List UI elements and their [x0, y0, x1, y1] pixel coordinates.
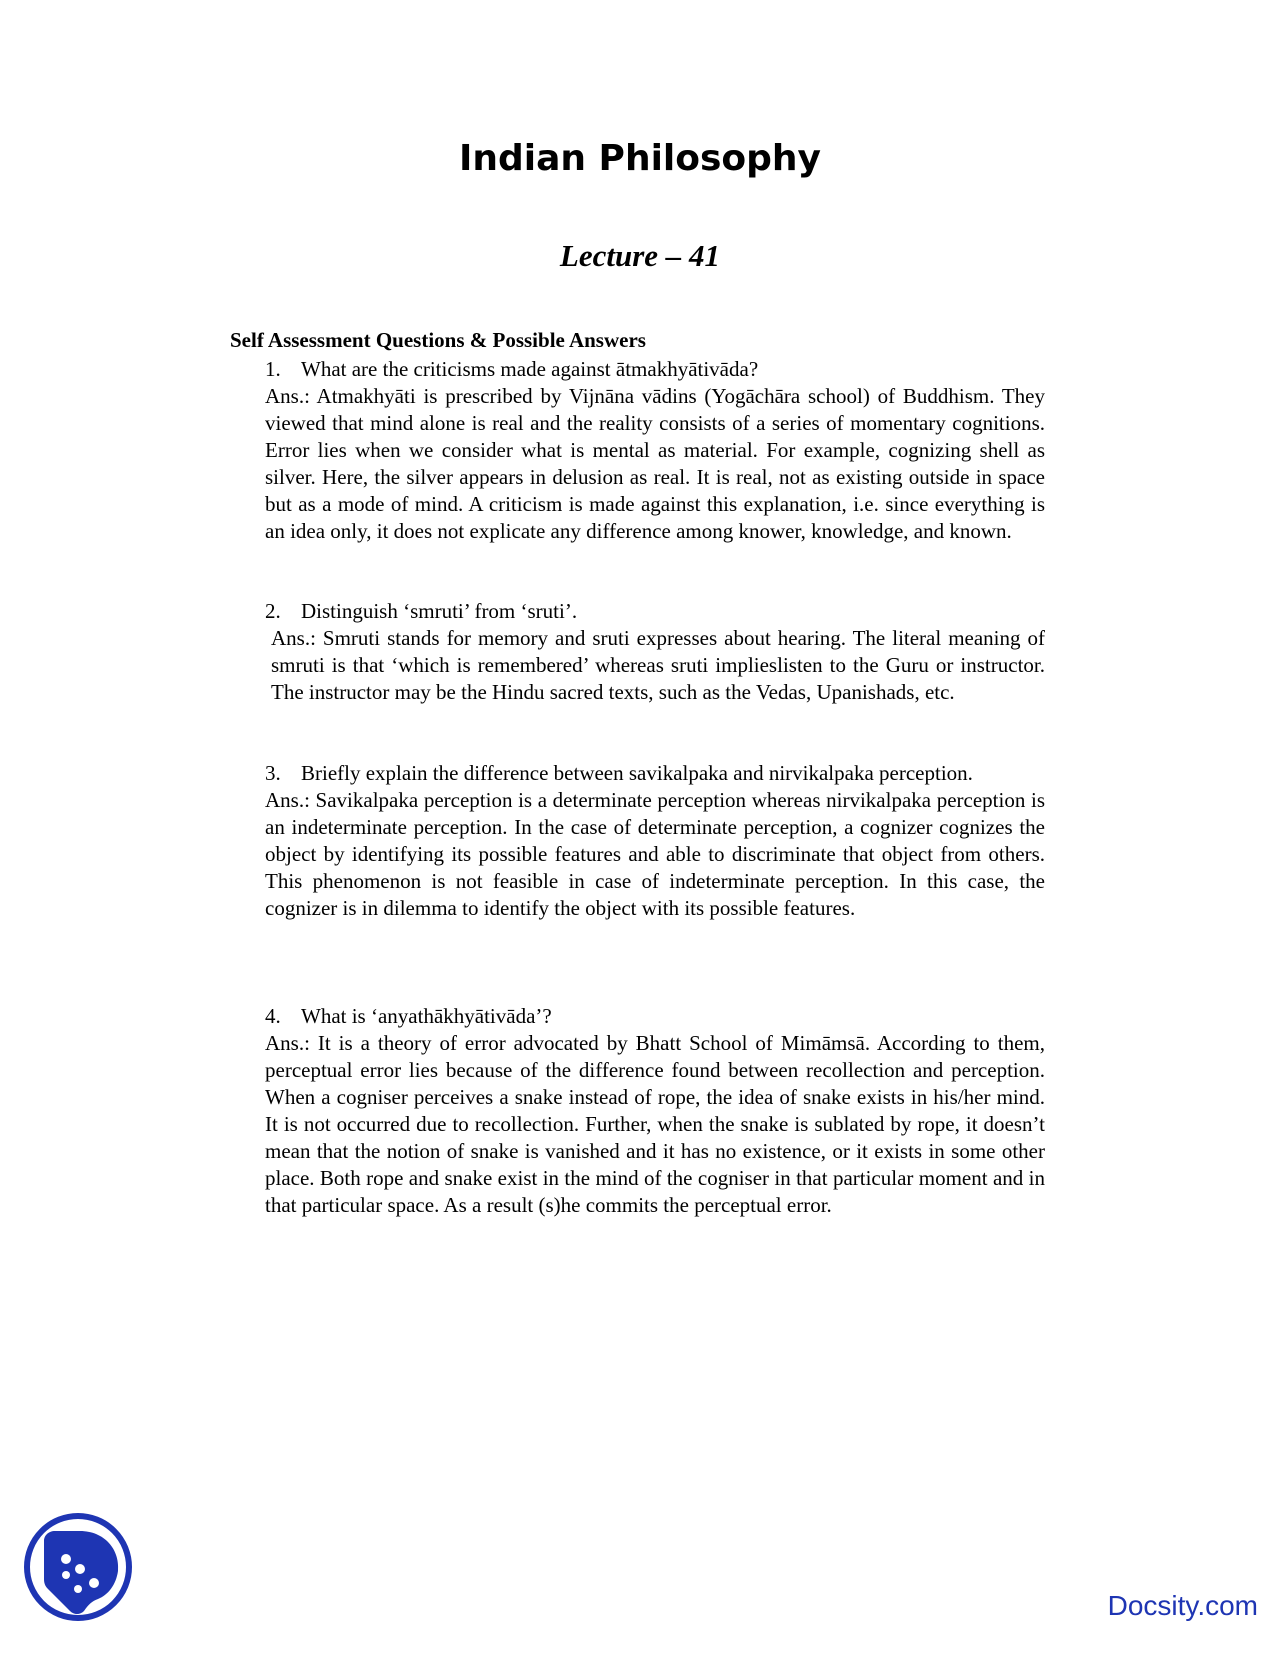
section-heading: Self Assessment Questions & Possible Answers — [230, 328, 646, 352]
qa-item-4 — [265, 1003, 1045, 1219]
question — [265, 1003, 1045, 1030]
question-text: What are the criticisms made against ātmakhyātivāda? — [301, 357, 759, 381]
page-title: Indian Philosophy — [458, 138, 822, 179]
question-text: What is ‘anyathākhyātivāda’? — [301, 1004, 552, 1028]
question-text: Distinguish ‘smruti’ from ‘sruti’. — [301, 599, 578, 623]
qa-item-2 — [265, 598, 1045, 706]
answer-text: Ans.: Atmakhyāti is prescribed by Vijnāna vādins (Yogāchāra school) of Buddhism. They viewed that mind alone is real and the reality consists of a series of momentary cognitions. Error lies when we consider what is mental as material. For example, cognizing shell as silver. Here, the silver appears in delusion as real. It is real, not as existing outside in space but as a mode of mind. A criticism is made against this explanation, i.e. since everything is an idea only, it does not explicate any difference among knower, knowledge, and known. — [265, 384, 1045, 543]
answer-text: Ans.: It is a theory of error advocated by Bhatt School of Mimāmsā. According to them, perceptual error lies because of the difference found between recollection and perception. When a cogniser perceives a snake instead of rope, the idea of snake exists in his/her mind. It is not occurred due to recollection. Further, when the snake is sublated by rope, it doesn’t mean that the notion of snake is vanished and it has no existence, or it exists in some other place. Both rope and snake exist in the mind of the cogniser in that particular moment and in that particular space. As a result (s)he commits the perceptual error. — [265, 1031, 1045, 1217]
answer-text: Ans.: Savikalpaka perception is a determinate perception whereas nirvikalpaka perception is an indeterminate perception. In the case of determinate perception, a cognizer cognizes the object by identifying its possible features and able to discriminate that object from others. This phenomenon is not feasible in case of indeterminate perception. In this case, the cognizer is in dilemma to identify the object with its possible features. — [265, 788, 1045, 920]
docsity-brand-link[interactable]: Docsity.com — [1107, 1590, 1258, 1621]
answer-text: Ans.: Smruti stands for memory and sruti expresses about hearing. The literal meaning of smruti is that ‘which is remembered’ whereas sruti implieslisten to the Guru or instructor. The instructor may be the Hindu sacred texts, such as the Vedas, Upanishads, etc. — [271, 626, 1045, 704]
qa-item-1 — [265, 356, 1045, 545]
qa-item-3 — [265, 760, 1045, 922]
question — [265, 598, 1045, 625]
question — [265, 760, 1045, 787]
question-number: 4. — [265, 1004, 281, 1028]
question-number: 2. — [265, 599, 281, 623]
question-number: 1. — [265, 357, 281, 381]
question-text: Briefly explain the difference between savikalpaka and nirvikalpaka perception. — [301, 761, 973, 785]
question-number: 3. — [265, 761, 281, 785]
docsity-logo-icon[interactable] — [22, 1511, 134, 1623]
lecture-subtitle: Lecture – 41 — [559, 238, 721, 273]
question — [265, 356, 1045, 383]
